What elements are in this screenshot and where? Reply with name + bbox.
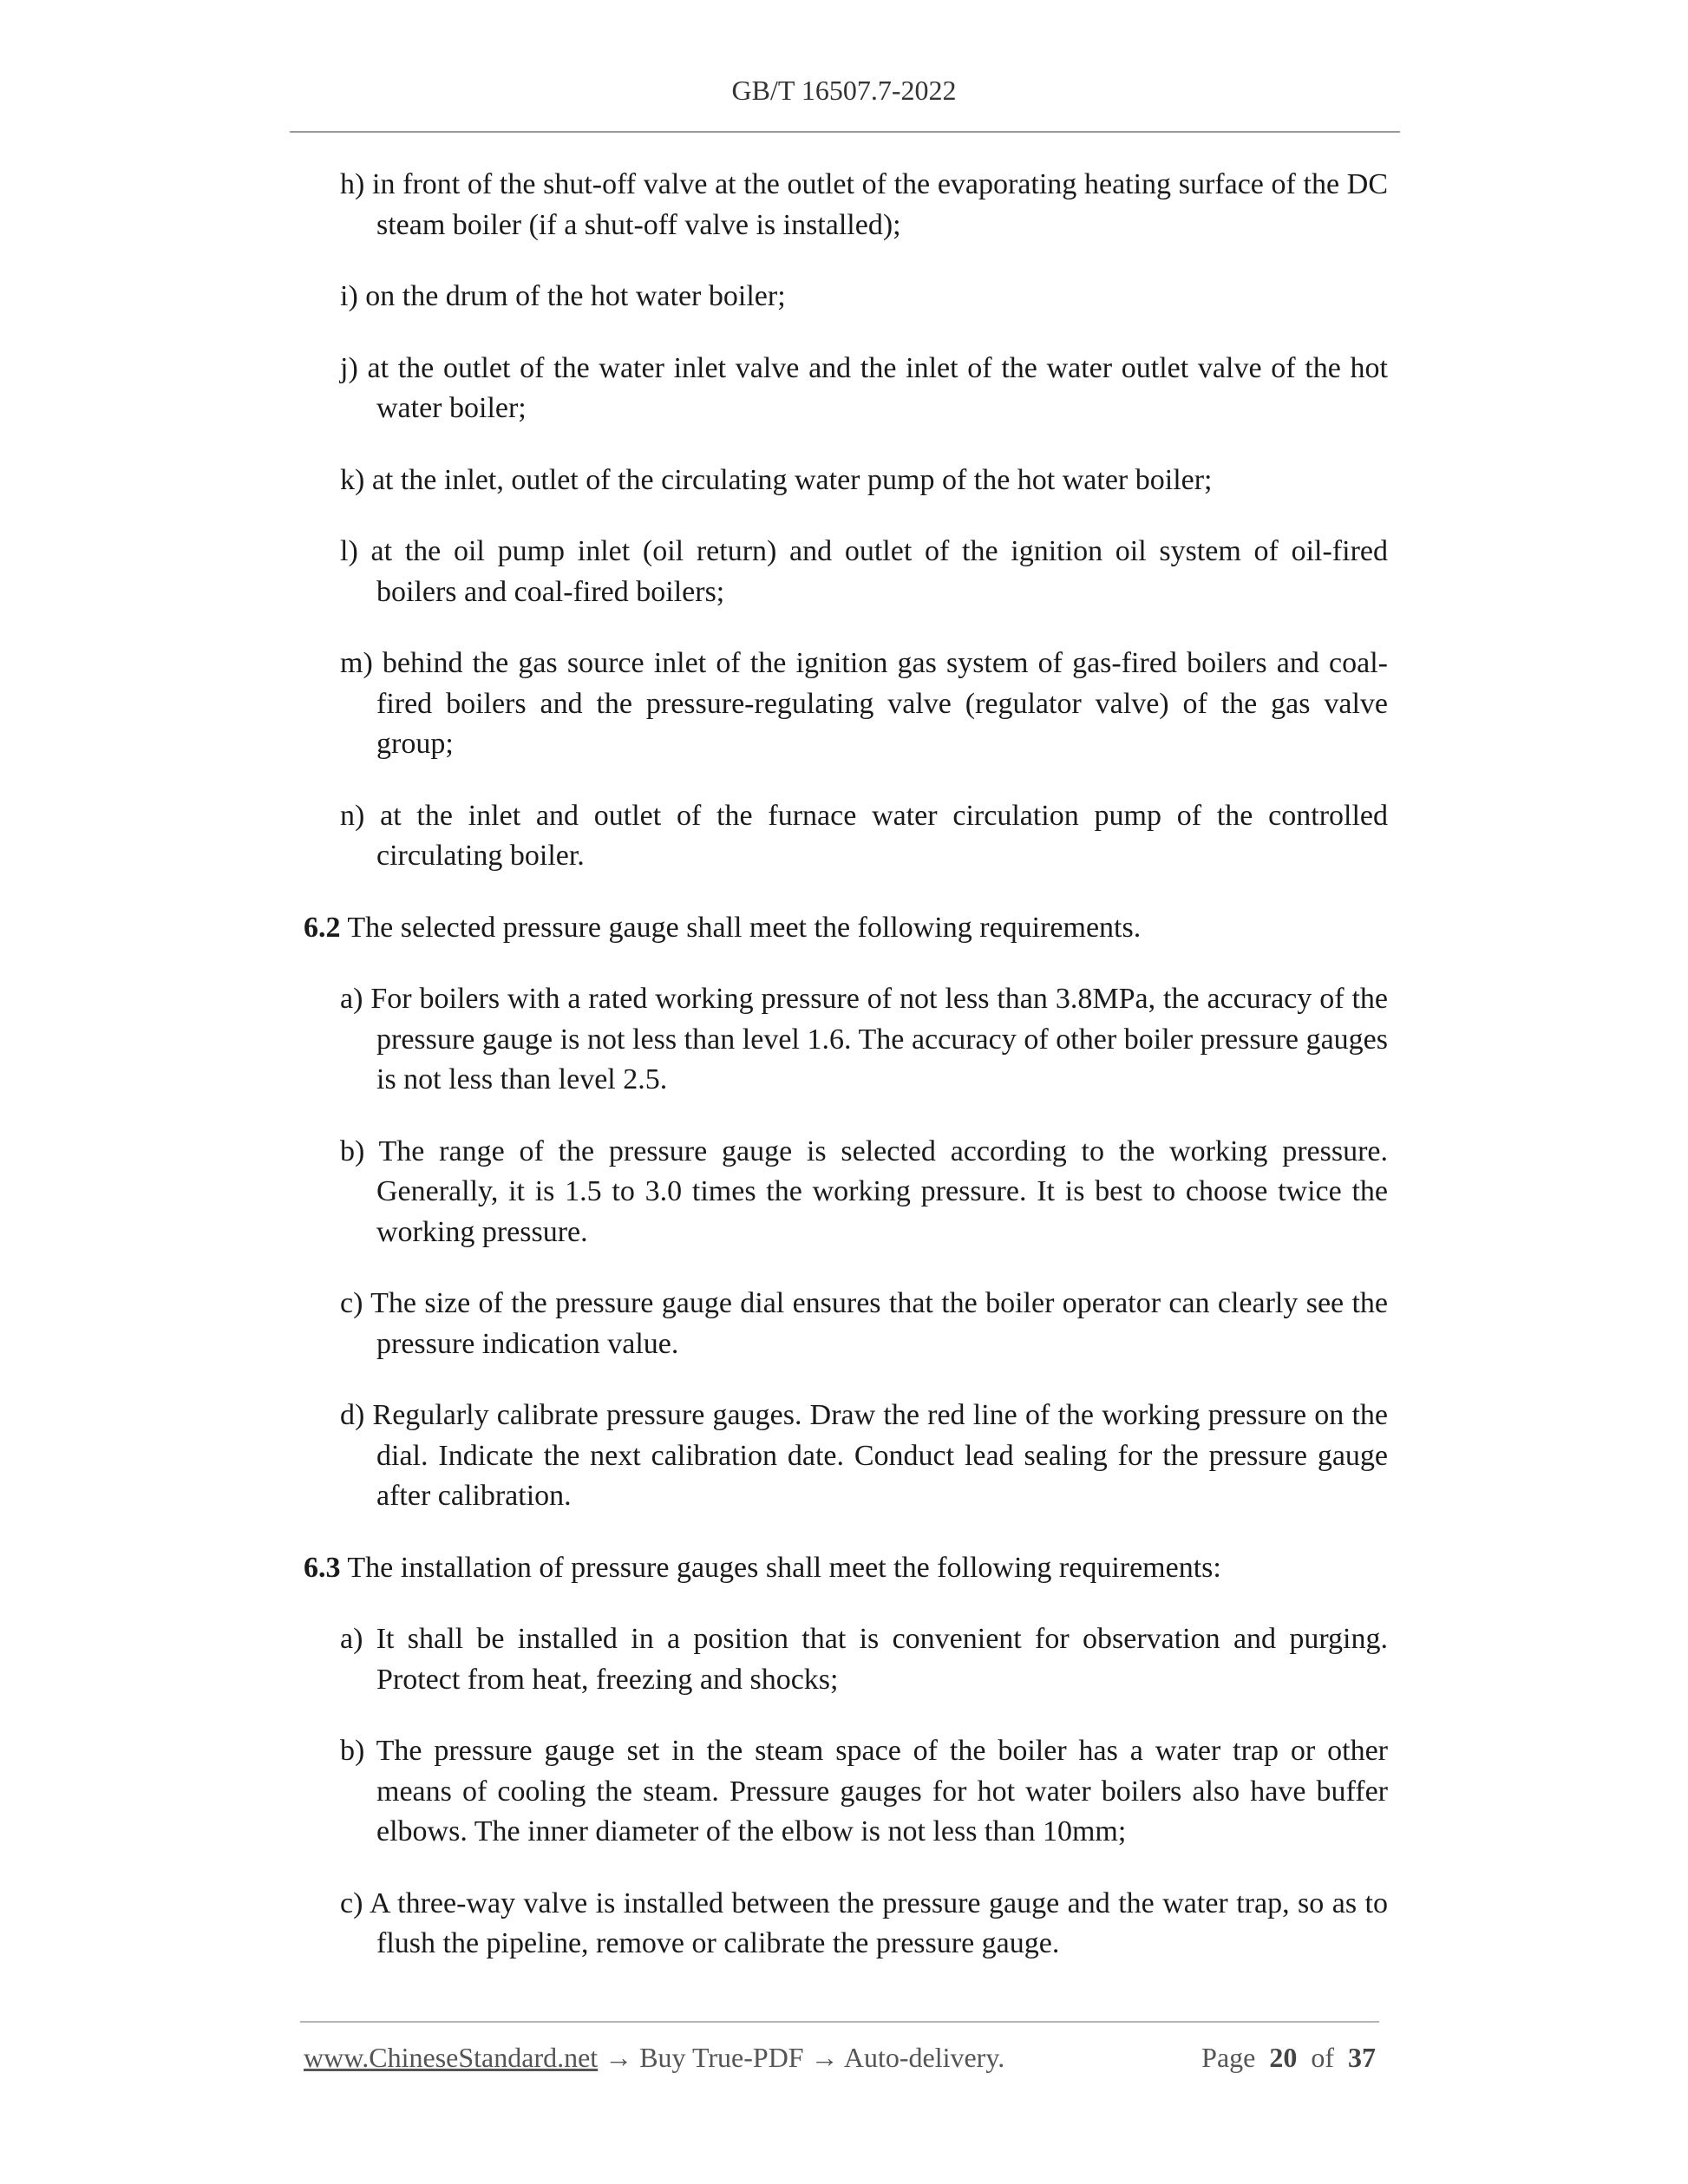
- auto-delivery-text: Auto-delivery.: [843, 2042, 1005, 2073]
- arrow-right-icon: →: [810, 2042, 839, 2073]
- list-item-m: m) behind the gas source inlet of the ignition gas system of gas-fired boilers and coal-fired boilers and the pressure-regulating valve (regulator valve) of the gas valve group;: [340, 647, 1388, 760]
- list-item-l: l) at the oil pump inlet (oil return) and outlet of the ignition oil system of oil-fired boilers and coal-fired boilers;: [340, 535, 1388, 608]
- clause-6-2-item-b: b) The range of the pressure gauge is selected according to the working pressure. Generally, it is 1.5 to 3.0 times the working pressure. It is best to choose twice the working pressure.: [340, 1135, 1388, 1248]
- clause-6-3-text: The installation of pressure gauges shall meet the following requirements:: [347, 1551, 1221, 1584]
- footer-left: [304, 2042, 1004, 2074]
- list-item-k: k) at the inlet, outlet of the circulating water pump of the hot water boiler;: [340, 463, 1213, 496]
- list-item-i: i) on the drum of the hot water boiler;: [340, 280, 786, 312]
- clause-6-2-number: 6.2: [304, 911, 341, 944]
- clause-6-3-item-a: a) It shall be installed in a position that is convenient for observation and purging. Protect from heat, freezing and shocks;: [340, 1623, 1388, 1696]
- arrow-right-icon: →: [605, 2042, 633, 2073]
- of-label: of: [1311, 2042, 1334, 2073]
- document-body: [304, 165, 1388, 1996]
- website-link[interactable]: www.ChineseStandard.net: [304, 2042, 599, 2073]
- clause-6-2: [304, 908, 1388, 949]
- buy-true-pdf-text: Buy True-PDF: [639, 2042, 804, 2073]
- page-label: Page: [1201, 2042, 1256, 2073]
- clause-6-3: [304, 1548, 1388, 1589]
- clause-6-2-item-a: a) For boilers with a rated working pressure of not less than 3.8MPa, the accuracy of the pressure gauge is not less than level 1.6. The accuracy of other boiler pressure gauges is not less than level 2.5.: [340, 983, 1388, 1095]
- total-pages-number: 37: [1348, 2042, 1376, 2073]
- footer-divider: [300, 2021, 1379, 2023]
- current-page-number: 20: [1269, 2042, 1298, 2073]
- document-header-title: GB/T 16507.7-2022: [731, 75, 957, 106]
- header-divider: [290, 131, 1400, 133]
- list-item-h: h) in front of the shut-off valve at the outlet of the evaporating heating surface of the DC steam boiler (if a shut-off valve is installed);: [340, 168, 1388, 241]
- clause-6-2-item-d: d) Regularly calibrate pressure gauges. Draw the red line of the working pressure on the dial. Indicate the next calibration date. Conduct lead sealing for the pressure gauge after calibration.: [340, 1399, 1388, 1512]
- list-item-n: n) at the inlet and outlet of the furnace water circulation pump of the controlled circulating boiler.: [340, 799, 1388, 872]
- clause-6-3-number: 6.3: [304, 1551, 341, 1584]
- clause-6-2-text: The selected pressure gauge shall meet the following requirements.: [347, 911, 1142, 944]
- list-item-j: j) at the outlet of the water inlet valve and the inlet of the water outlet valve of the hot water boiler;: [340, 351, 1388, 424]
- clause-6-2-item-c: c) The size of the pressure gauge dial ensures that the boiler operator can clearly see the pressure indication value.: [340, 1287, 1388, 1360]
- clause-6-3-item-c: c) A three-way valve is installed between the pressure gauge and the water trap, so as to flush the pipeline, remove or calibrate the pressure gauge.: [340, 1886, 1388, 1959]
- clause-6-3-item-b: b) The pressure gauge set in the steam space of the boiler has a water trap or other means of cooling the steam. Pressure gauges for hot water boilers also have buffer elbows. The inner diameter of the elbow is not less than 10mm;: [340, 1735, 1388, 1847]
- page-indicator: [1201, 2042, 1376, 2074]
